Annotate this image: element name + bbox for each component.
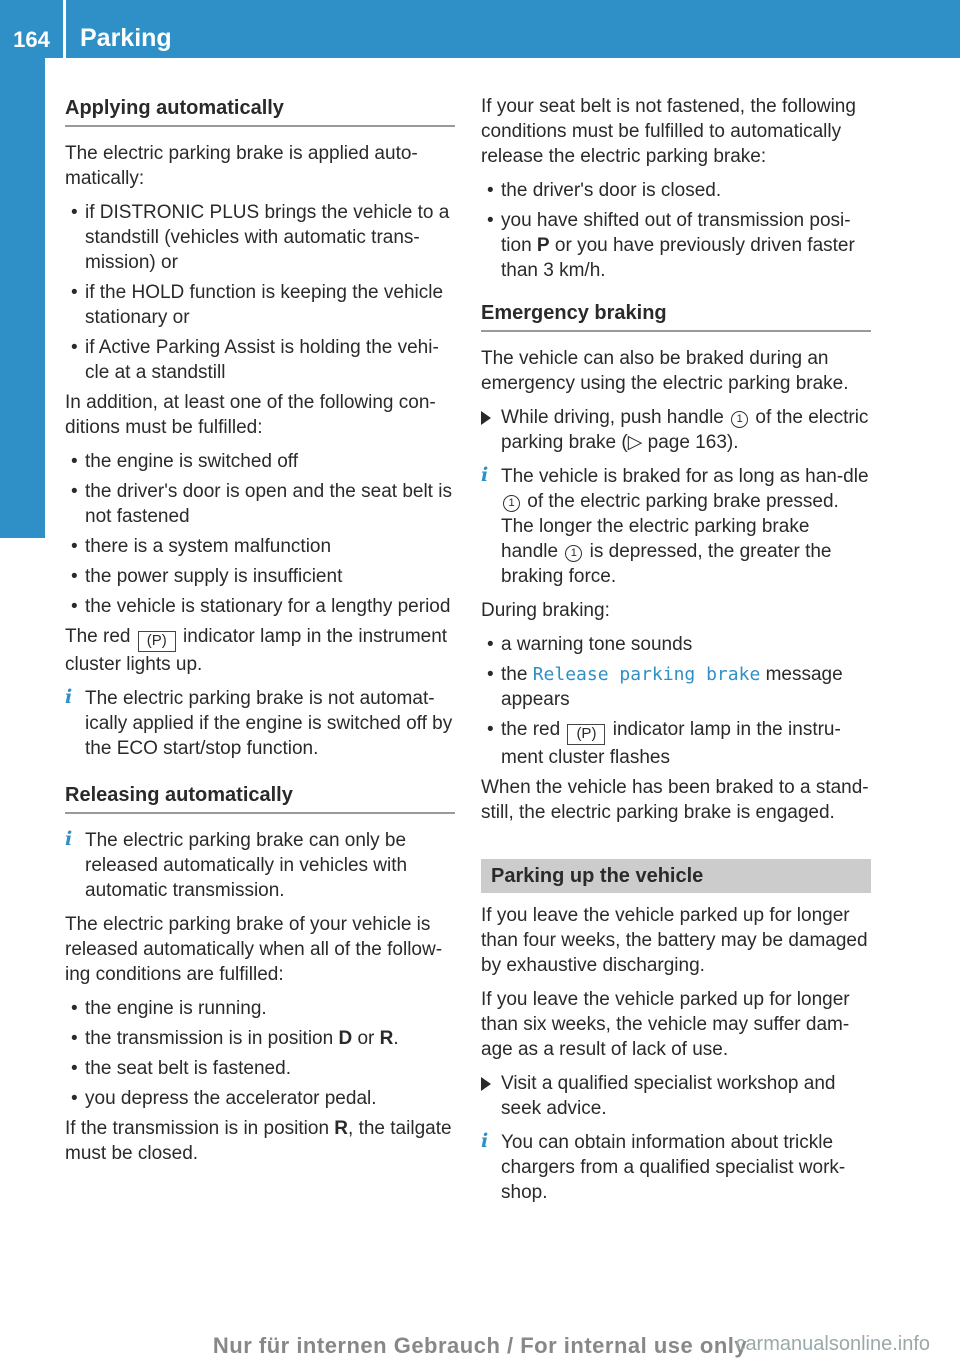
paragraph: When the vehicle has been braked to a stand-still, the electric parking brake is engaged.	[481, 777, 869, 823]
page-number: 164	[13, 27, 50, 52]
paragraph: If you leave the vehicle parked up for longer than four weeks, the battery may be damaged by exhaustive discharging.	[481, 905, 868, 976]
chapter-side-tab-label: Driving and parking	[43, 241, 71, 476]
paragraph: The electric parking brake of your vehicle is released automatically when all of the follow-ing conditions are fulfilled:	[65, 914, 443, 985]
chapter-side-tab	[0, 58, 45, 538]
list-item: • the driver's door is open and the seat belt is not fastened	[65, 479, 455, 529]
list-item: • a warning tone sounds	[481, 632, 871, 657]
bullet-list	[65, 449, 455, 619]
text-span: The vehicle is braked for as long as han-dle	[501, 466, 869, 487]
text-span: of the electric parking brake pressed. The longer the electric parking brake handle	[501, 491, 839, 562]
list-item: • the seat belt is fastened.	[65, 1056, 455, 1081]
text-span: is depressed, the greater the braking force.	[501, 541, 832, 587]
page-ref-arrow-icon: ▷	[627, 432, 643, 453]
text-span: the transmission is in position	[85, 1028, 334, 1049]
header-divider	[63, 0, 66, 58]
text-span: .	[393, 1028, 399, 1049]
text-span: or	[357, 1028, 375, 1049]
paragraph: In addition, at least one of the following con-ditions must be fulfilled:	[65, 392, 436, 438]
section-title: Parking	[80, 24, 172, 52]
info-note	[65, 686, 455, 761]
info-note	[481, 464, 871, 589]
info-icon: i	[481, 1130, 489, 1152]
right-column	[481, 94, 871, 1214]
note-text: The electric parking brake can only be released automatically in vehicles with automatic transmission.	[85, 830, 408, 901]
action-arrow-icon	[481, 411, 491, 425]
text-span: While driving, push handle	[501, 407, 724, 428]
gear-d: D	[338, 1028, 353, 1049]
paragraph: The electric parking brake is applied auto-matically:	[65, 143, 418, 189]
text-span: indicator lamp in the instrument cluster lights up.	[65, 626, 448, 675]
list-item: • the power supply is insufficient	[65, 564, 455, 589]
action-step	[481, 1071, 871, 1121]
heading-applying-automatically: Applying automatically	[65, 94, 455, 127]
text-span: message appears	[501, 664, 843, 710]
callout-1-icon: 1	[731, 411, 748, 428]
footer-site: carmanualsonline.info	[735, 1333, 930, 1355]
info-icon: i	[65, 686, 73, 708]
text-span: or you have previously driven faster than 3 km/h.	[501, 235, 855, 281]
list-item: • the engine is switched off	[65, 449, 455, 474]
list-item	[481, 662, 871, 712]
heading-releasing-automatically: Releasing automatically	[65, 781, 455, 814]
bullet-list	[65, 200, 455, 385]
text-span: the	[501, 664, 528, 685]
text-span: the red	[501, 719, 561, 740]
note-text: The electric parking brake is not automat-ically applied if the engine is switched off by the ECO start/stop function.	[85, 688, 453, 759]
list-item: • the driver's door is closed.	[481, 178, 871, 203]
list-item	[481, 208, 871, 283]
list-item: • the vehicle is stationary for a lengthy period	[65, 594, 455, 619]
text-span: Visit a qualified specialist workshop and seek advice.	[501, 1073, 836, 1119]
parking-brake-lamp-icon: (P)	[567, 724, 605, 745]
text-span: The red	[65, 626, 131, 647]
bullet-list	[65, 996, 455, 1111]
list-item: • the engine is running.	[65, 996, 455, 1021]
text-span: , the tailgate must be closed.	[65, 1118, 452, 1164]
info-note	[481, 1130, 871, 1205]
paragraph: If you leave the vehicle parked up for longer than six weeks, the vehicle may suffer dam-age as a result of lack of use.	[481, 989, 850, 1060]
parking-brake-lamp-icon: (P)	[138, 631, 176, 652]
gear-r: R	[379, 1028, 394, 1049]
page-reference[interactable]: page 163	[647, 432, 727, 453]
bullet-list	[481, 178, 871, 283]
callout-1-icon: 1	[503, 495, 520, 512]
gear-p: P	[536, 235, 550, 256]
list-item: • there is a system malfunction	[65, 534, 455, 559]
gear-r: R	[334, 1118, 349, 1139]
text-span: ).	[726, 432, 739, 453]
callout-1-icon: 1	[565, 545, 582, 562]
action-arrow-icon	[481, 1077, 491, 1091]
bullet-list	[481, 632, 871, 770]
info-note	[65, 828, 455, 903]
info-icon: i	[481, 464, 489, 486]
header-bar	[0, 0, 960, 58]
left-column	[65, 94, 455, 1175]
text-span: of the electric parking brake (	[501, 407, 869, 453]
text-span: you have shifted out of transmission posi-tion	[501, 210, 851, 256]
text-span: indicator lamp in the instru-ment cluster flashes	[501, 719, 841, 768]
text-span: If the transmission is in position	[65, 1118, 330, 1139]
paragraph: The vehicle can also be braked during an emergency using the electric parking brake.	[481, 348, 849, 394]
list-item: • if DISTRONIC PLUS brings the vehicle to a standstill (vehicles with automatic trans-mission) or	[65, 200, 455, 275]
heading-emergency-braking: Emergency braking	[481, 299, 871, 332]
list-item	[65, 1026, 455, 1051]
paragraph: If your seat belt is not fastened, the following conditions must be fulfilled to automatically release the electric parking brake:	[481, 96, 856, 167]
list-item: • if Active Parking Assist is holding the vehi-cle at a standstill	[65, 335, 455, 385]
footer-watermark: Nur für internen Gebrauch / For internal use only	[212, 1333, 748, 1358]
list-item: • you depress the accelerator pedal.	[65, 1086, 455, 1111]
note-text: You can obtain information about trickle chargers from a qualified specialist work-shop.	[501, 1132, 846, 1203]
display-message: Release parking brake	[532, 664, 761, 685]
heading-parking-up-vehicle: Parking up the vehicle	[481, 859, 871, 893]
paragraph	[65, 1116, 455, 1166]
action-step	[481, 405, 871, 455]
paragraph	[65, 624, 455, 677]
paragraph: During braking:	[481, 600, 610, 621]
info-icon: i	[65, 828, 73, 850]
list-item	[481, 717, 871, 770]
list-item: • if the HOLD function is keeping the vehicle stationary or	[65, 280, 455, 330]
